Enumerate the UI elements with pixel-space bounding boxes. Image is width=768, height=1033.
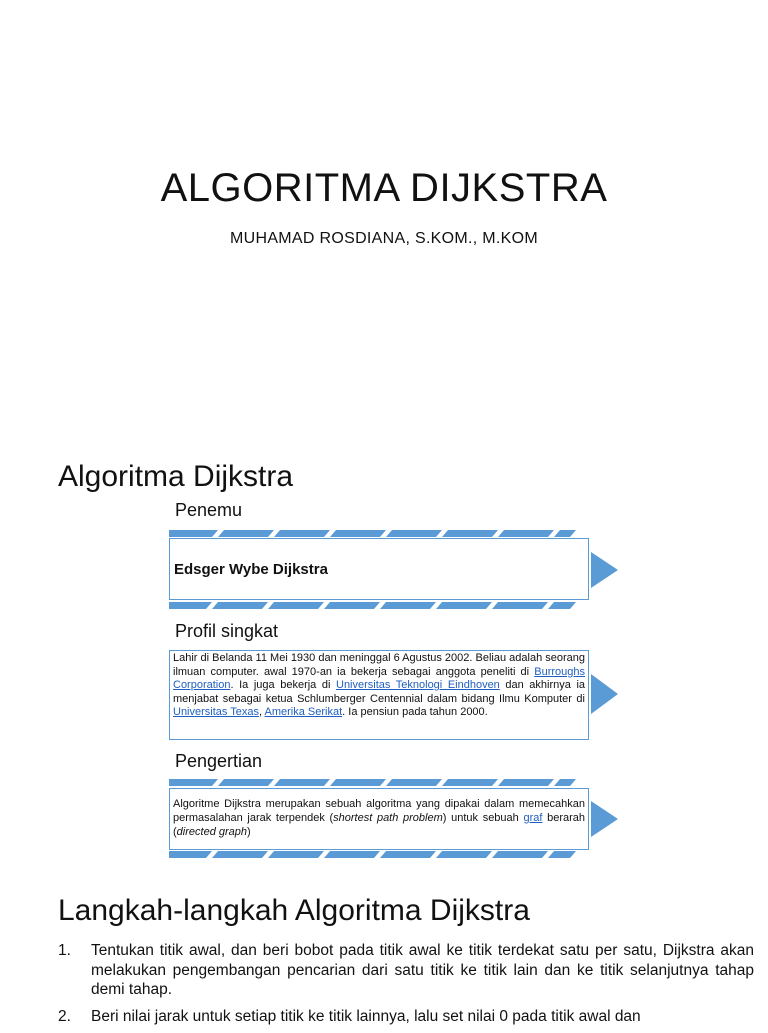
steps-list (58, 941, 754, 1033)
link-burroughs[interactable]: Burroughs Corporation (173, 665, 585, 691)
profil-text-part: dan akhirnya ia menjabat sebagai ketua Schlumberger Centennial dalam bidang Ilmu Komputer di (173, 679, 586, 705)
arrow-block-penemu (166, 530, 618, 610)
step-number: 1. (58, 942, 71, 959)
title-slide-heading: ALGORITMA DIJKSTRA (160, 166, 608, 210)
pengertian-text-part: berarah ( (173, 812, 586, 838)
pengertian-text-part: ) (247, 826, 251, 838)
pengertian-text-part: Algoritme Dijkstra merupakan sebuah algoritma yang dipakai dalam memecahkan permasalahan jarak terpendek ( (173, 798, 585, 824)
pengertian-text (170, 789, 588, 839)
label-pengertian: Pengertian (175, 751, 263, 771)
step-text: Beri nilai jarak untuk setiap titik ke titik lainnya, lalu set nilai 0 pada titik awal dan (91, 1007, 641, 1025)
profil-text-part: . Ia pensiun pada tahun 2000. (342, 706, 488, 718)
pengertian-emphasis: shortest path problem (333, 812, 443, 824)
link-universitas-teknologi-eindhoven[interactable]: Universitas Teknologi Eindhoven (336, 679, 500, 691)
profil-text-part: . Ia juga bekerja di (230, 679, 336, 691)
penemu-box (169, 538, 589, 600)
slide-heading-langkah: Langkah-langkah Algoritma Dijkstra (58, 894, 530, 927)
profil-text (170, 651, 588, 720)
profil-text-part: Lahir di Belanda 11 Mei 1930 dan meninggal 6 Agustus 2002. Beliau adalah seorang ilmuan computer. awal 1970-an ia bekerja sebagai anggota peneliti di (173, 652, 585, 678)
list-item (58, 941, 754, 1000)
link-amerika-serikat[interactable]: Amerika Serikat (264, 706, 343, 718)
pengertian-emphasis: directed graph (176, 826, 247, 838)
link-universitas-texas[interactable]: Universitas Texas (173, 706, 259, 718)
list-item (58, 1007, 754, 1027)
link-graf[interactable]: graf (523, 812, 543, 824)
slide-heading-algoritma: Algoritma Dijkstra (58, 460, 294, 493)
profil-box (169, 650, 589, 740)
label-profil-singkat: Profil singkat (175, 621, 279, 641)
pengertian-text-part: ) untuk sebuah (442, 812, 524, 824)
step-text: Tentukan titik awal, dan beri bobot pada titik awal ke titik terdekat satu per satu, Dijkstra akan melakukan pengembangan pencarian dari satu titik ke titik lain dan ke titik selanjutnya tahap demi tahap. (91, 942, 754, 998)
step-number: 2. (58, 1007, 71, 1025)
pengertian-box (169, 788, 589, 850)
arrow-block-profil (166, 648, 618, 740)
arrow-block-pengertian (166, 779, 618, 860)
label-penemu: Penemu (175, 500, 243, 520)
inventor-name: Edsger Wybe Dijkstra (174, 560, 328, 578)
profil-text-part: , (259, 706, 265, 718)
author-subtitle: MUHAMAD ROSDIANA, S.KOM., M.KOM (230, 230, 538, 247)
